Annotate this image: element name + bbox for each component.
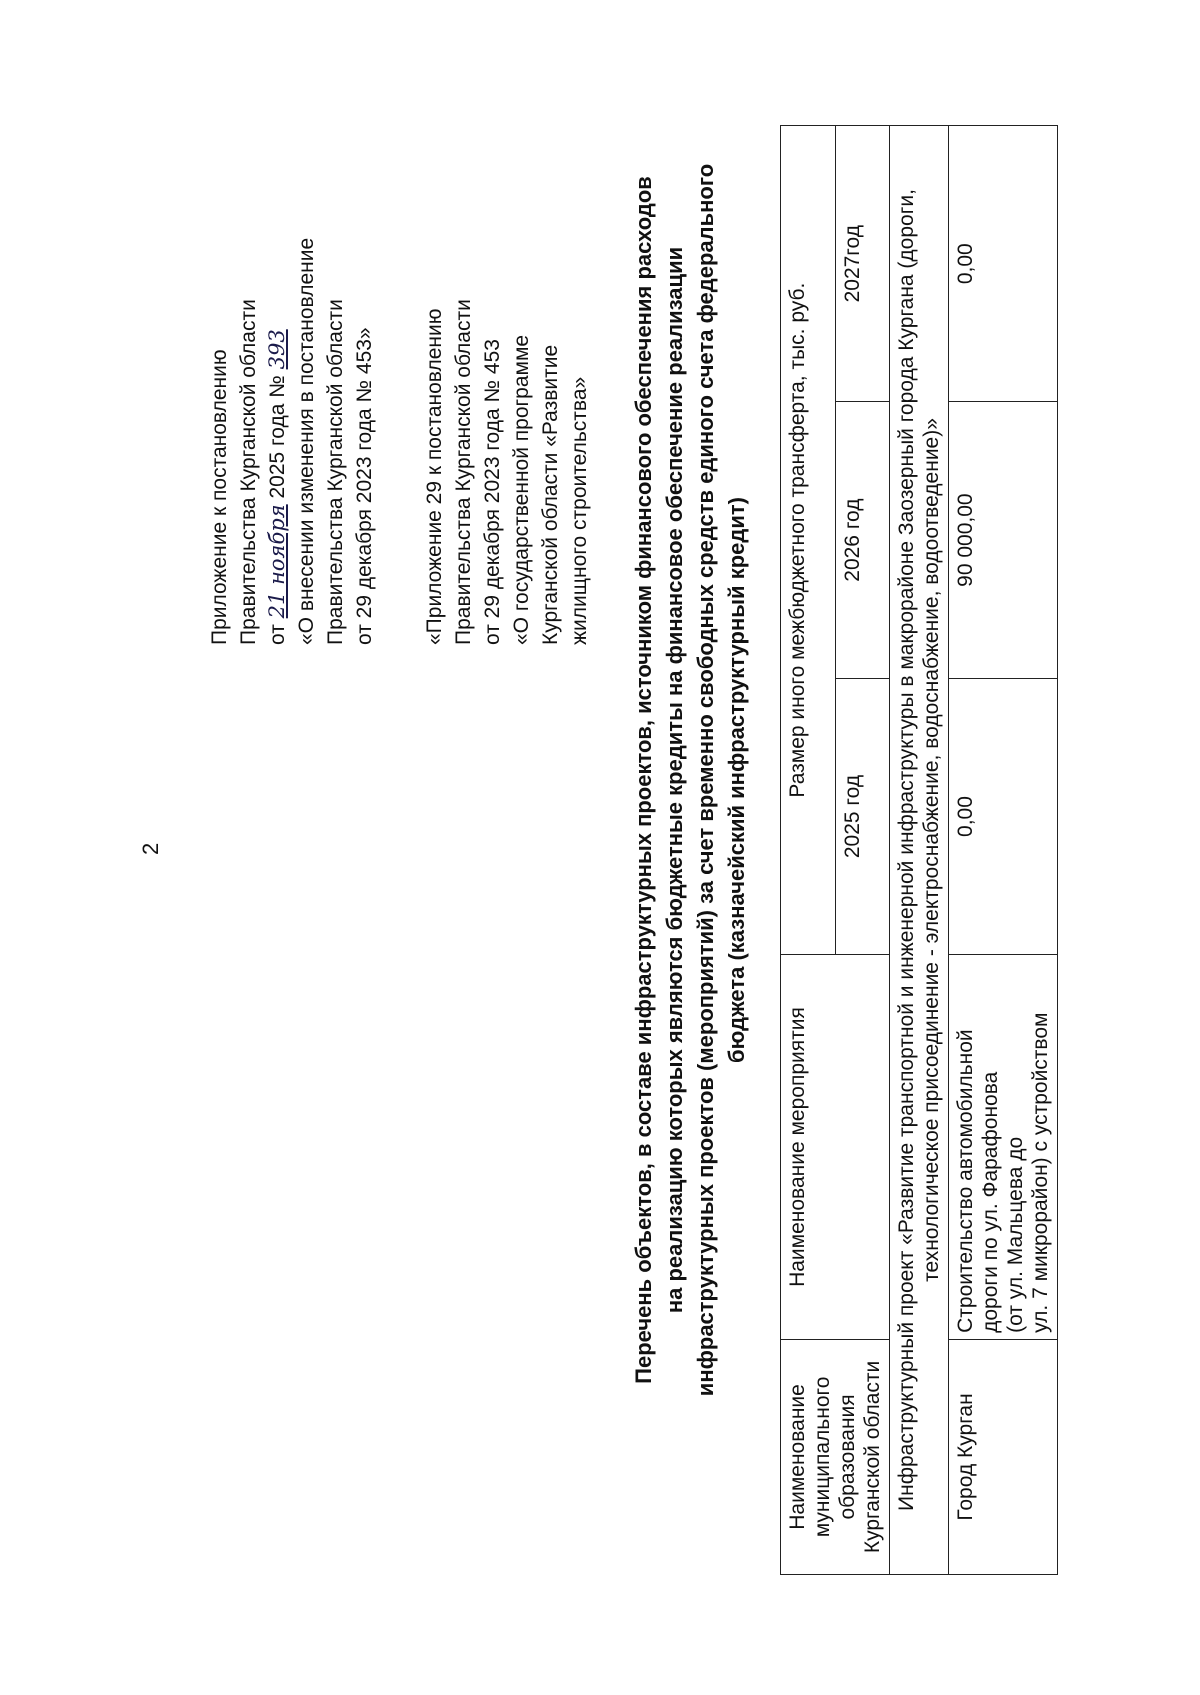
header-municipality: Наименование муниципального образования Курганской области xyxy=(781,1339,890,1574)
cell-value-2026: 90 000,00 xyxy=(949,402,1058,678)
handwritten-number: 393 xyxy=(265,329,289,370)
approval-prefix: от xyxy=(266,624,289,645)
approval-line: от 29 декабря 2023 года № 453» xyxy=(353,327,376,645)
project-title: Инфраструктурный проект «Развитие транспортной и инженерной инфраструктуры в макрорайоне Заозерный города Кургана (дороги, технологическое присоединение - электроснабжение, водоснабжение, водоотведение)» xyxy=(890,126,949,1575)
title-line: на реализацию которых являются бюджетные кредиты на финансовое обеспечение реализации xyxy=(662,246,687,1314)
appendix-line: жилищного строительства» xyxy=(568,376,591,645)
cell-value-2025: 0,00 xyxy=(949,678,1058,954)
cell-value-2027: 0,00 xyxy=(949,126,1058,402)
approval-line: «О внесении изменения в постановление xyxy=(295,237,318,645)
appendix-line: от 29 декабря 2023 года № 453 xyxy=(481,339,504,645)
appendix-line: Курганской области «Развитие xyxy=(539,344,562,645)
document-title xyxy=(628,125,752,1435)
approval-block xyxy=(205,238,379,645)
table-row xyxy=(949,126,1058,1575)
event-line: ул. 7 микрорайон) с устройством xyxy=(1029,1012,1052,1333)
appendix-block xyxy=(420,299,594,645)
title-line: бюджета (казначейский инфраструктурный кредит) xyxy=(724,497,749,1063)
cell-event-name xyxy=(949,955,1058,1340)
appendix-line: Правительства Курганской области xyxy=(452,299,475,645)
approval-line: Правительства Курганской области xyxy=(324,299,347,645)
handwritten-date: 21 ноября xyxy=(265,504,289,619)
header-transfer: Размер иного межбюджетного трансферта, тыс. руб. xyxy=(781,126,836,955)
appendix-line: «Приложение 29 к постановлению xyxy=(423,308,446,645)
header-year-2027: 2027год xyxy=(835,126,890,402)
header-year-2026: 2026 год xyxy=(835,402,890,678)
appendix-line: «О государственной программе xyxy=(510,334,533,645)
table-header-row xyxy=(781,126,836,1575)
header-year-2025: 2025 год xyxy=(835,678,890,954)
event-line: дороги по ул. Фарафонова xyxy=(979,1071,1002,1333)
approval-date-line xyxy=(263,238,292,645)
project-row xyxy=(890,126,949,1575)
approval-line: Правительства Курганской области xyxy=(237,299,260,645)
approval-year: 2025 года № xyxy=(266,375,289,499)
event-line: Строительство автомобильной xyxy=(954,1029,977,1333)
event-line: (от ул. Мальцева до xyxy=(1004,1136,1027,1333)
title-line: инфраструктурных проектов (мероприятий) за счет временно свободных средств единого счета федерального xyxy=(693,163,718,1397)
cell-municipality: Город Курган xyxy=(949,1339,1058,1574)
header-event-name: Наименование мероприятия xyxy=(781,955,890,1340)
objects-table xyxy=(780,125,1058,1575)
approval-line: Приложение к постановлению xyxy=(208,349,231,645)
title-line: Перечень объектов, в составе инфраструктурных проектов, источником финансового обеспечения расходов xyxy=(631,176,656,1384)
page-number: 2 xyxy=(138,842,163,855)
